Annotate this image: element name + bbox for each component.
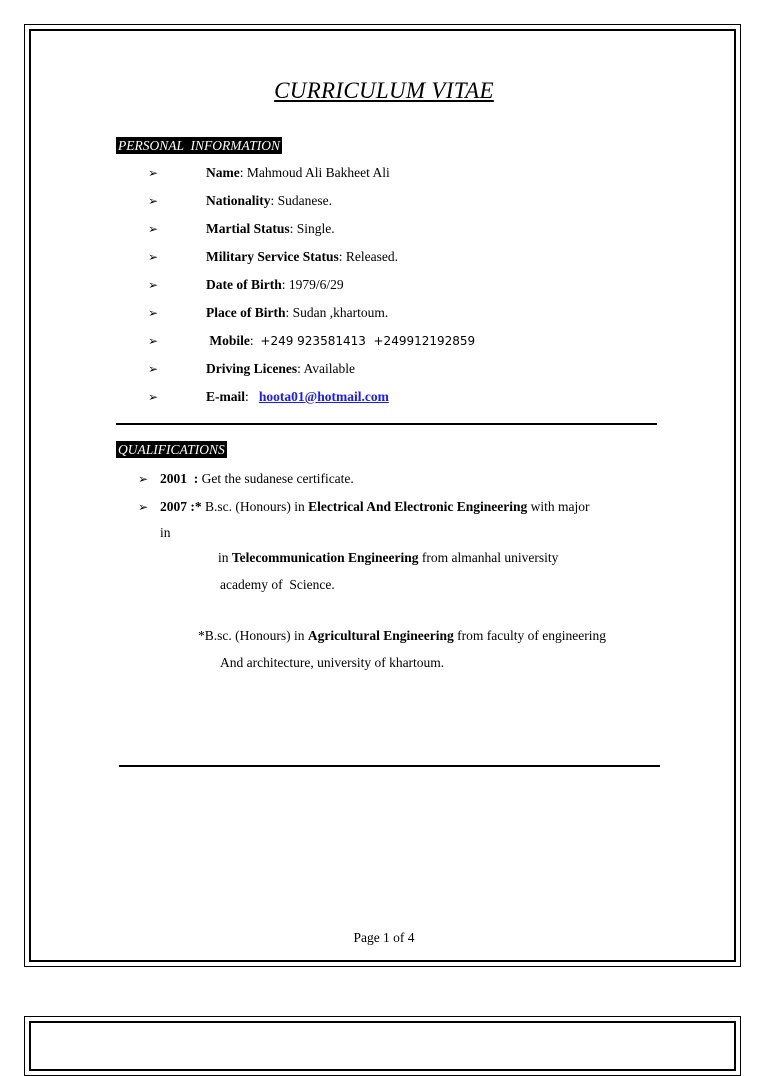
section-divider	[116, 423, 657, 425]
info-label: Nationality	[206, 193, 271, 208]
page-number: Page 1 of 4	[353, 930, 415, 945]
document-title: CURRICULUM VITAE	[274, 78, 494, 103]
qualification-year: 2007	[160, 499, 187, 514]
info-label: E-mail	[206, 389, 245, 404]
qualification-2007-line2: in Telecommunication Engineering from almanhal university	[218, 550, 559, 565]
info-value: Sudanese.	[277, 193, 333, 208]
arrow-bullet-icon: ➢	[148, 390, 159, 404]
info-value: Single.	[296, 221, 335, 236]
info-value: Available	[303, 361, 355, 376]
info-item-driving-licence: ➢ Driving Licenes: Available	[0, 359, 768, 387]
info-label: Name	[206, 165, 240, 180]
info-item-marital-status: ➢ Martial Status: Single.	[0, 219, 768, 247]
info-value: Sudan ,khartoum.	[292, 305, 389, 320]
qualification-2001: 2001 : Get the sudanese certificate.	[160, 471, 354, 486]
personal-info-list	[0, 163, 768, 415]
arrow-bullet-icon: ➢	[138, 472, 149, 486]
info-value: Mahmoud Ali Bakheet Ali	[246, 165, 390, 180]
arrow-bullet-icon: ➢	[148, 250, 159, 264]
email-link[interactable]: hoota01@hotmail.com	[258, 389, 389, 404]
info-value: +249 923581413 +249912192859	[260, 334, 476, 348]
qualification-field: Agricultural Engineering	[307, 628, 454, 643]
arrow-bullet-icon: ➢	[148, 334, 159, 348]
info-item-date-of-birth: ➢ Date of Birth: 1979/6/29	[0, 275, 768, 303]
arrow-bullet-icon: ➢	[148, 222, 159, 236]
qualification-year: 2001	[160, 471, 187, 486]
info-label: Place of Birth	[206, 305, 286, 320]
arrow-bullet-icon: ➢	[148, 278, 159, 292]
arrow-bullet-icon: ➢	[148, 166, 159, 180]
info-value: 1979/6/29	[288, 277, 344, 292]
qualification-text: Get the sudanese certificate.	[201, 471, 354, 486]
personal-information-heading: PERSONAL INFORMATION	[118, 138, 280, 153]
info-value: Released.	[345, 249, 398, 264]
info-label: Military Service Status	[206, 249, 339, 264]
info-label: Date of Birth	[206, 277, 282, 292]
qualification-2007: 2007 :* B.sc. (Honours) in Electrical And Electronic Engineering with major	[160, 499, 590, 514]
info-item-mobile: ➢ Mobile: +249 923581413 +249912192859	[0, 331, 768, 359]
qualification-field: Electrical And Electronic Engineering	[308, 499, 528, 514]
section-divider	[119, 765, 660, 767]
info-item-military-status: ➢ Military Service Status: Released.	[0, 247, 768, 275]
arrow-bullet-icon: ➢	[148, 362, 159, 376]
qualification-field: Telecommunication Engineering	[231, 550, 419, 565]
info-item-name: ➢ Name: Mahmoud Ali Bakheet Ali	[0, 163, 768, 191]
arrow-bullet-icon: ➢	[148, 306, 159, 320]
info-label: Driving Licenes	[206, 361, 298, 376]
info-item-nationality: ➢ Nationality: Sudanese.	[0, 191, 768, 219]
arrow-bullet-icon: ➢	[138, 500, 149, 514]
next-page-frame	[24, 1016, 741, 1076]
qualification-agricultural: *B.sc. (Honours) in Agricultural Engineering from faculty of engineering	[198, 628, 606, 643]
info-item-place-of-birth: ➢ Place of Birth: Sudan ,khartoum.	[0, 303, 768, 331]
qualification-agricultural-line2: And architecture, university of khartoum.	[220, 655, 445, 670]
qualification-2007-line3: academy of Science.	[220, 577, 335, 592]
next-page-frame-inner-border	[29, 1021, 736, 1071]
arrow-bullet-icon: ➢	[148, 194, 159, 208]
info-label: Martial Status	[206, 221, 290, 236]
info-item-email: ➢ E-mail: hoota01@hotmail.com	[0, 387, 768, 415]
qualifications-heading: QUALIFICATIONS	[118, 442, 225, 457]
info-label: Mobile	[206, 333, 250, 348]
qualification-2007-wrap: in	[160, 525, 171, 540]
